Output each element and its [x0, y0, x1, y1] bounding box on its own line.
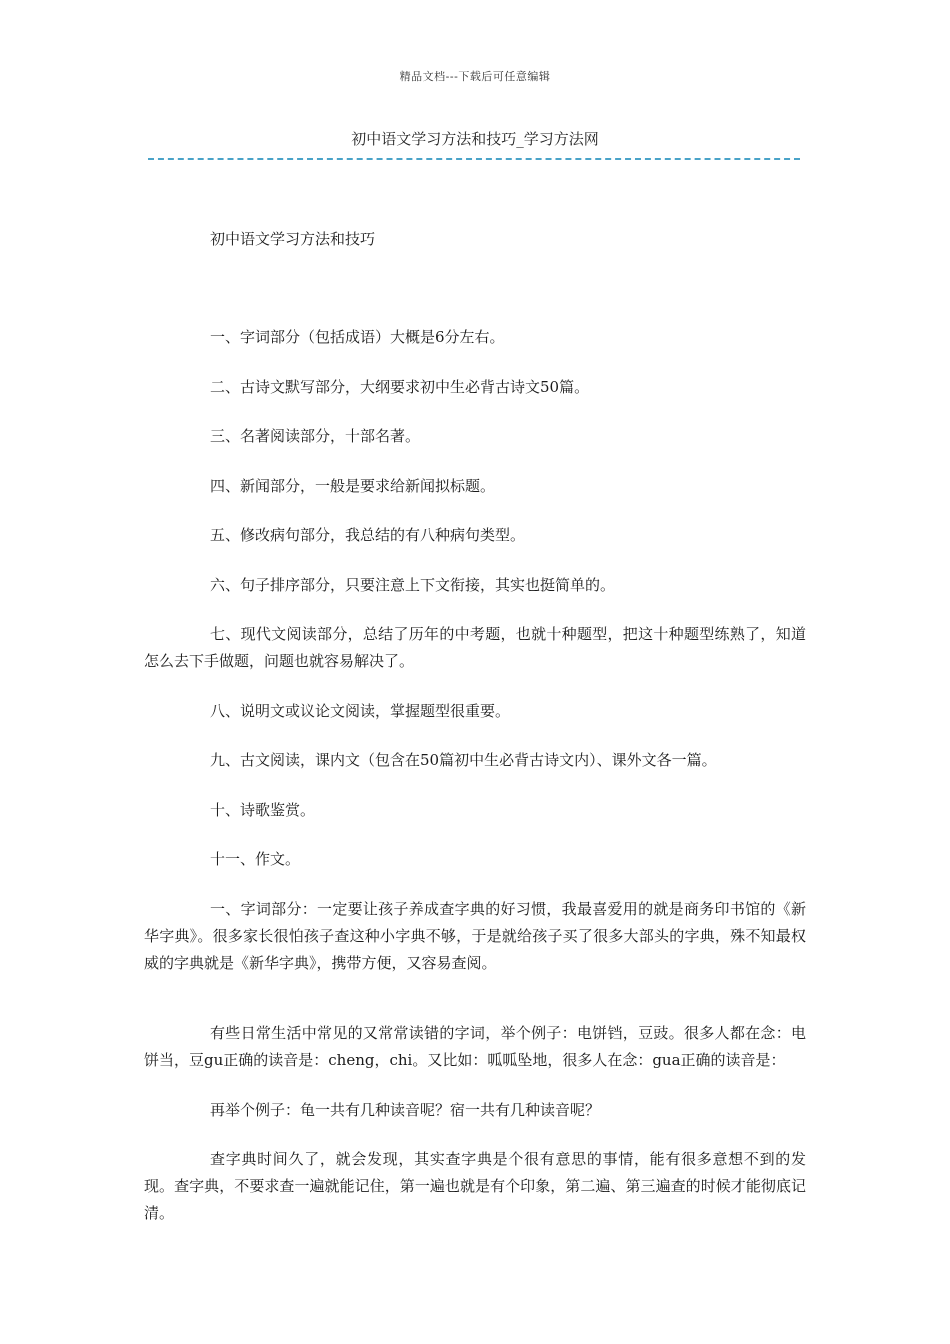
list-item: 五、修改病句部分，我总结的有八种病句类型。 [210, 526, 526, 544]
list-item: 四、新闻部分，一般是要求给新闻拟标题。 [210, 477, 496, 495]
list-item: 八、说明文或议论文阅读，掌握题型很重要。 [210, 702, 511, 720]
paragraph: 查字典时间久了，就会发现，其实查字典是个很有意思的事情，能有很多意想不到的发现。查字典，不要求查一遍就能记住，第一遍也就是有个印象，第二遍、第三遍查的时候才能彻底记清。 [144, 1150, 806, 1222]
list-item: 七、现代文阅读部分，总结了历年的中考题，也就十种题型，把这十种题型练熟了，知道怎么去下手做题，问题也就容易解决了。 [144, 625, 806, 670]
dashed-divider [148, 158, 800, 160]
list-item: 十、诗歌鉴赏。 [210, 801, 316, 819]
paragraph: 再举个例子：龟一共有几种读音呢？宿一共有几种读音呢？ [210, 1101, 601, 1119]
header-note: 精品文档---下载后可任意编辑 [399, 70, 551, 83]
paragraph: 有些日常生活中常见的又常常读错的字词，举个例子：电饼铛，豆豉。很多人都在念：电饼当，豆gu正确的读音是：cheng，chi。又比如：呱呱坠地，很多人在念：gua正确的读音是： [144, 1024, 806, 1069]
list-item: 二、古诗文默写部分，大纲要求初中生必背古诗文50篇。 [210, 378, 590, 396]
list-item: 九、古文阅读，课内文（包含在50篇初中生必背古诗文内）、课外文各一篇。 [210, 751, 717, 769]
document-title: 初中语文学习方法和技巧_学习方法网 [351, 130, 599, 148]
paragraph: 一、字词部分：一定要让孩子养成查字典的好习惯，我最喜爱用的就是商务印书馆的《新华字典》。很多家长很怕孩子查这种小字典不够，于是就给孩子买了很多大部头的字典，殊不知最权威的字典就是《新华字典》，携带方便，又容易查阅。 [144, 900, 806, 972]
list-item: 三、名著阅读部分，十部名著。 [210, 427, 421, 445]
list-item: 六、句子排序部分，只要注意上下文衔接，其实也挺简单的。 [210, 576, 616, 594]
list-item: 一、字词部分（包括成语）大概是6分左右。 [210, 328, 505, 346]
section-heading: 初中语文学习方法和技巧 [210, 230, 376, 248]
list-item: 十一、作文。 [210, 850, 301, 868]
